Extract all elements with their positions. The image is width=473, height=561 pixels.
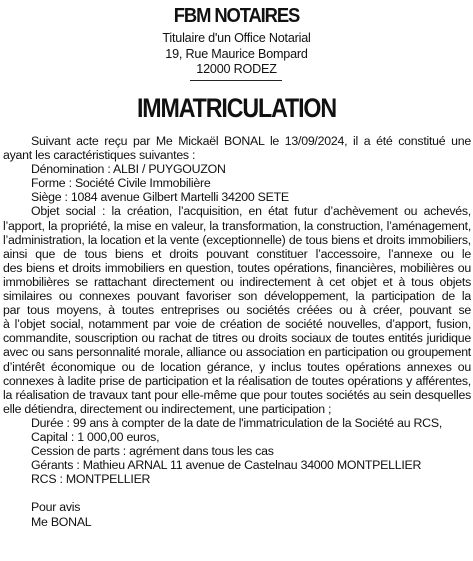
body-line-siege: Siège : 1084 avenue Gilbert Martelli 34200 SETE xyxy=(31,190,289,205)
body-line-capital: Capital : 1 000,00 euros, xyxy=(31,429,160,444)
body-line: à l’objet social, notamment par voie de création de société nouvelles, d’apport, fusion, xyxy=(3,317,471,332)
office-line-street: 19, Rue Maurice Bompard xyxy=(165,46,308,61)
body-line: connexes à ladite prise de participation et la réalisation de toutes opérations y afférentes, xyxy=(3,373,471,388)
body-line-objet: Objet social : la création, l’acquisition, en état futur d’achèvement ou achevés, xyxy=(31,204,471,219)
body-line: similaires ou connexes pouvant favoriser son développement, la participation de la xyxy=(3,289,471,304)
body-line: par tous moyens, à toutes entreprises ou sociétés créées ou à créer, pouvant se xyxy=(3,303,471,318)
body-line-gerants: Gérants : Mathieu ARNAL 11 avenue de Castelnau 34000 MONTPELLIER xyxy=(31,458,422,473)
office-address-block xyxy=(0,31,473,78)
closing-signature: Me BONAL xyxy=(31,514,92,529)
body-line: ayant les caractéristiques suivantes : xyxy=(3,148,196,163)
body-line: immobilières se rattachant directement ou indirectement à cet objet et à tous objets xyxy=(3,274,471,289)
body-line: elle détiendra, directement ou indirectement, une participation ; xyxy=(3,401,332,416)
body-line: ainsi que de tous biens et droits pouvant constituer l’accessoire, l’annexe ou le xyxy=(3,246,471,261)
body-line-cession: Cession de parts : agrément dans tous les cas xyxy=(31,444,274,459)
body-line-duree: Durée : 99 ans à compter de la date de l'immatriculation de la Société au RCS, xyxy=(31,415,443,430)
body-line: avec ou sans personnalité morale, alliance ou association en participation ou groupement xyxy=(3,345,471,360)
body-line-denomination: Dénomination : ALBI / PUYGOUZON xyxy=(31,162,226,177)
closing-pour-avis: Pour avis xyxy=(31,500,81,515)
office-name: FBM NOTAIRES xyxy=(173,5,300,27)
body-line-rcs: RCS : MONTPELLIER xyxy=(31,472,151,487)
notice-body xyxy=(3,134,471,529)
body-line: d’intérêt économique ou de location gérance, y inclus toutes opérations annexes ou xyxy=(3,359,471,374)
body-line-forme: Forme : Société Civile Immobilière xyxy=(31,176,211,191)
body-line: Suivant acte reçu par Me Mickaël BONAL le 13/09/2024, il a été constitué une xyxy=(31,134,471,148)
body-line: commandite, souscription ou rachat de titres ou droits sociaux de toutes entités juridique xyxy=(3,331,471,346)
body-line: l’administration, la location et la vente (exceptionnelle) de tous biens et droits immobiliers, xyxy=(3,232,471,247)
office-line-title: Titulaire d'un Office Notarial xyxy=(162,31,311,45)
office-line-city: 12000 RODEZ xyxy=(196,62,277,76)
spacer xyxy=(3,486,471,500)
notice-title: IMMATRICULATION xyxy=(136,93,337,123)
body-line: des biens et droits immobiliers en question, toutes opérations, financières, mobilières ou xyxy=(3,260,471,275)
body-line: l’apport, la propriété, la mise en valeur, la transformation, la construction, l’aménagement, xyxy=(3,218,471,233)
header-divider xyxy=(190,80,282,81)
body-line: la réalisation de travaux tant pour elle-même que pour toutes sociétés au sein desquelles xyxy=(3,387,471,402)
